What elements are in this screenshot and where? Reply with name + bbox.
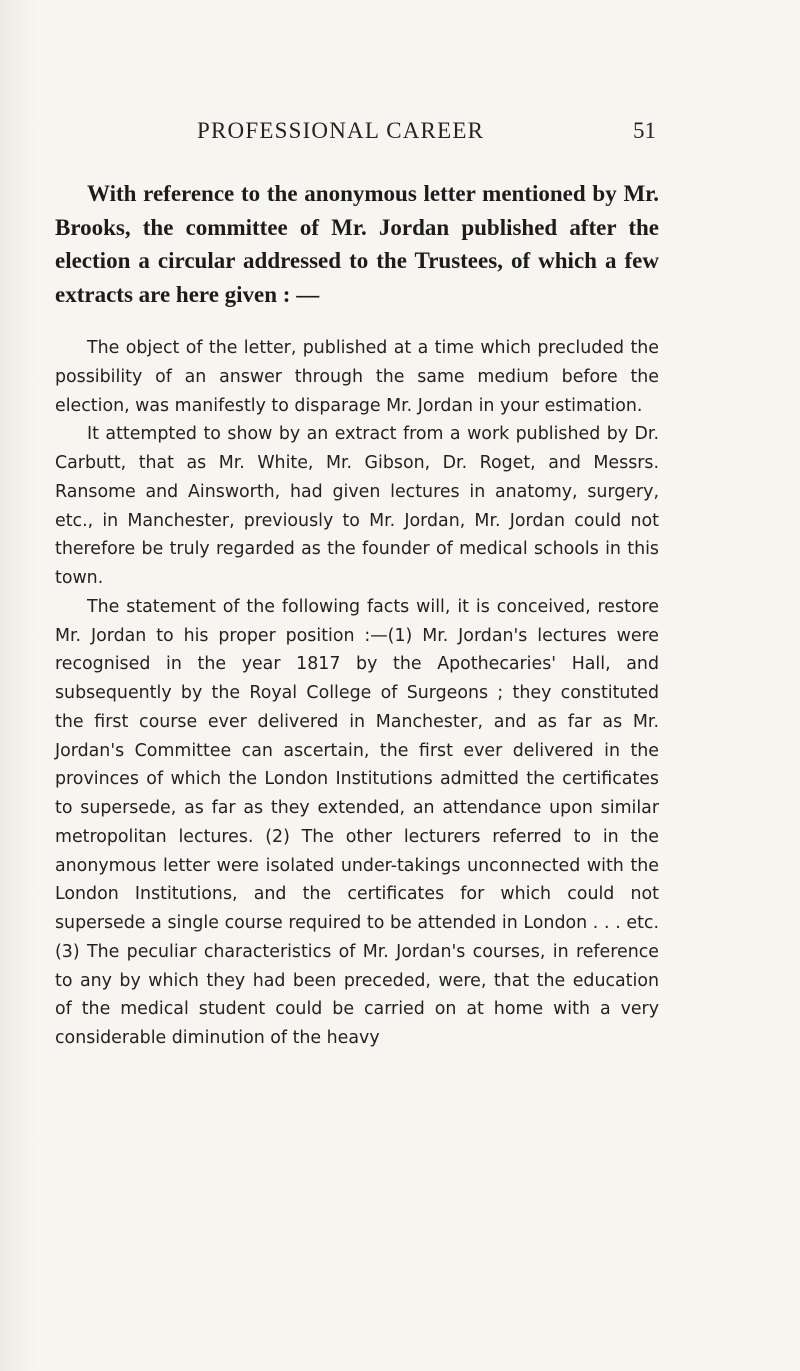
quote-paragraph-1: The object of the letter, published at a time which precluded the possibility of an answer through the same medium before the election, was manifestly to disparage Mr. Jordan in your estimation. (55, 338, 659, 416)
intro-paragraph (55, 177, 659, 311)
running-head (0, 118, 800, 148)
quoted-circular (55, 334, 659, 1053)
quote-paragraph-2: It attempted to show by an extract from a work published by Dr. Carbutt, that as Mr. White, Mr. Gibson, Dr. Roget, and Messrs. Ransome and Ainsworth, had given lectures in anatomy, surgery, etc., in Manchester, previously to Mr. Jordan, Mr. Jordan could not therefore be truly regarded as the founder of medical schools in this town. (55, 424, 659, 588)
intro-text: With reference to the anonymous letter mentioned by Mr. Brooks, the committee of Mr. Jordan published after the election a circular addressed to the Trustees, of which a few extracts are here given : — (55, 181, 659, 307)
running-title: PROFESSIONAL CAREER (197, 118, 485, 143)
quote-paragraph-3: The statement of the following facts will, it is conceived, restore Mr. Jordan to his proper position :—(1) Mr. Jordan's lectures were recognised in the year 1817 by the Apothecaries' Hall, and subsequently by the Royal College of Surgeons ; they constituted the first course ever delivered in Manchester, and as far as Mr. Jordan's Committee can ascertain, the first ever delivered in the provinces of which the London Institutions admitted the certificates to supersede, as far as they extended, an attendance upon similar metropolitan lectures. (2) The other lecturers referred to in the anonymous letter were isolated under-takings unconnected with the London Institutions, and the certificates for which could not supersede a single course required to be attended in London . . . etc. (3) The peculiar characteristics of Mr. Jordan's courses, in reference to any by which they had been preceded, were, that the education of the medical student could be carried on at home with a very considerable diminution of the heavy (55, 596, 659, 1048)
page-gutter-shadow (0, 0, 36, 1371)
page-number: 51 (633, 118, 656, 143)
